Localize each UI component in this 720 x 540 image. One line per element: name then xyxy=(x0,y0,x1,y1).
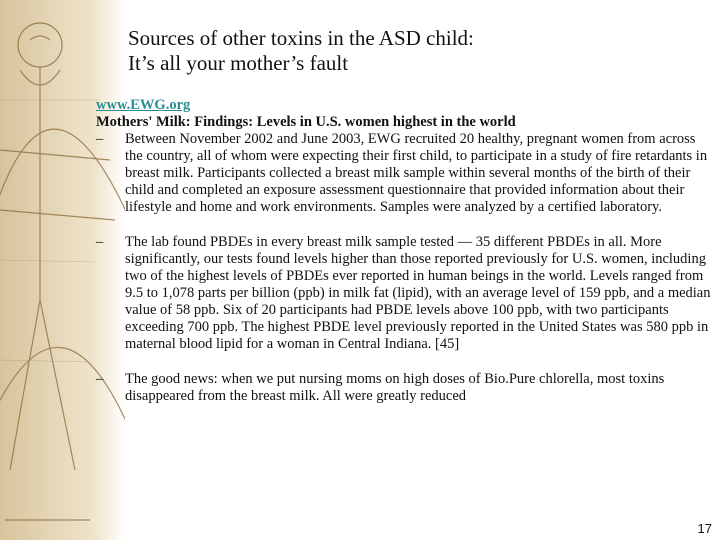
slide-content xyxy=(96,97,714,405)
slide-title-line-1: Sources of other toxins in the ASD child: xyxy=(128,26,474,50)
bullet-dash: – xyxy=(96,234,104,250)
section-heading: Mothers' Milk: Findings: Levels in U.S. women highest in the world xyxy=(96,114,516,130)
bullet-text: The lab found PBDEs in every breast milk sample tested — 35 different PBDEs in all. More significantly, our tests found levels higher than those reported previously for U.S. women, including two of the highest levels of PBDEs ever reported in human beings in the world. Levels ranged from 9.5 to 1,078 parts per billion (ppb) in milk fat (lipid), with an average level of 159 ppb, and a median value of 58 ppb. Six of 20 participants had PBDE levels above 100 ppb, with two participants exceeding 700 ppb. The highest PBDE level previously reported in the United States was 580 ppb in maternal blood lipid for a woman in Central Indiana. [45] xyxy=(125,234,711,352)
ewg-link[interactable]: www.EWG.org xyxy=(96,97,191,113)
bullet-item xyxy=(96,371,714,405)
bullet-text: Between November 2002 and June 2003, EWG recruited 20 healthy, pregnant women from across the country, all of whom were expecting their first child, to participate in a study of fire retardants in breast milk. Participants collected a breast milk sample within several months of the birth of their child and completed an exposure assessment questionnaire that provided information about their lifestyle and home and work environments. Samples were analyzed by a certified laboratory. xyxy=(125,131,708,215)
bullet-dash: – xyxy=(96,131,104,147)
bullet-dash: – xyxy=(96,371,104,387)
slide-title-line-2: It’s all your mother’s fault xyxy=(128,51,349,75)
bullet-item xyxy=(96,131,714,216)
page-number: 17 xyxy=(697,521,712,536)
bullet-item xyxy=(96,234,714,353)
slide-title xyxy=(128,26,474,76)
bullet-text: The good news: when we put nursing moms on high doses of Bio.Pure chlorella, most toxins disappeared from the breast milk. All were greatly reduced xyxy=(125,371,665,404)
